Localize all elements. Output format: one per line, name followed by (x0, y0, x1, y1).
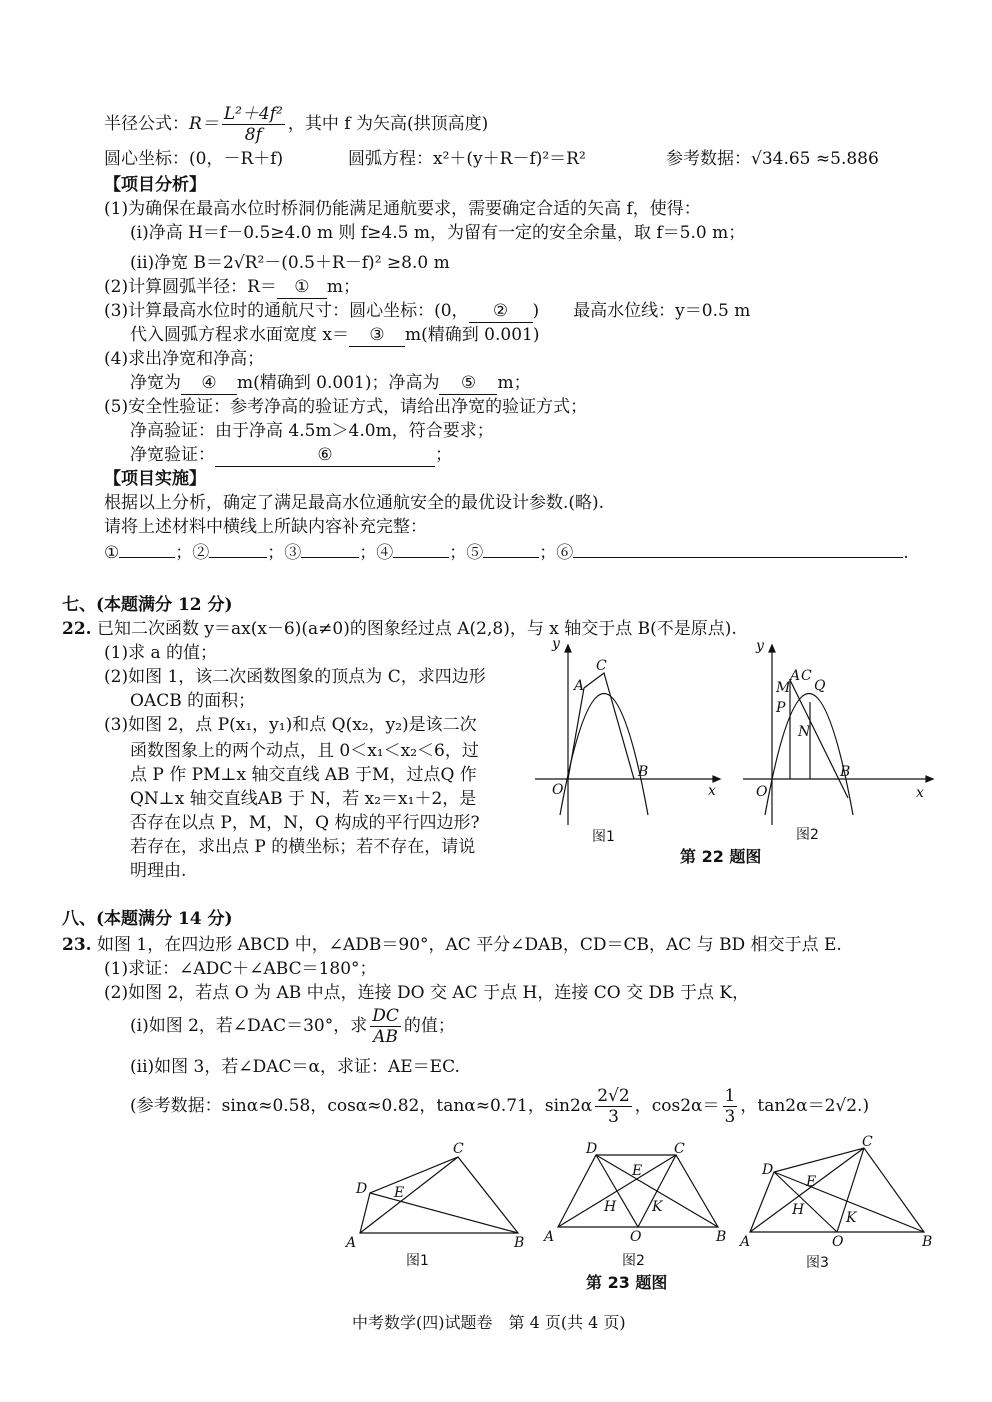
q22-part3e: 否存在以点 P，M，N，Q 构成的平行四边形? (130, 813, 480, 833)
q23-part2: (2)如图 2，若点 O 为 AB 中点，连接 DO 交 AC 于点 H，连接 CO 交 DB 于点 K， (104, 983, 750, 1003)
label-O: O (832, 1234, 844, 1250)
diagonal-ac (360, 1157, 458, 1233)
answer-blanks: ① ；② ；③ ；④ ；⑤ ；⑥ . (104, 543, 909, 563)
implementation-heading: 【项目实施】 (104, 469, 206, 489)
label-Q: Q (814, 678, 826, 694)
label-A: A (740, 1234, 751, 1250)
label-D: D (586, 1141, 598, 1157)
label-E: E (632, 1163, 643, 1179)
label-O: O (552, 782, 564, 798)
radius-formula: 半径公式：R＝ $\frac{\text{L²＋4f²}}{8f}$ ，其中 f 为矢高(拱顶高度) (104, 104, 489, 145)
ref-fraction-2: $\frac{1}{3}$ (724, 1086, 736, 1127)
label-E: E (394, 1185, 405, 1201)
arc-equation: 圆弧方程：x²＋(y＋R－f)²＝R² (348, 149, 586, 169)
answer-blank-2[interactable] (209, 557, 267, 558)
q22-part3d: QN⊥x 轴交直线AB 于 N，若 x₂＝x₁＋2，是 (130, 789, 477, 809)
step-3: (3)计算最高水位时的通航尺寸：圆心坐标：(0， ② ) 最高水位线：y＝0.5 m (104, 301, 751, 321)
q22-figure-title: 第 22 题图 (680, 847, 762, 866)
ref-fraction-1: $\frac{2√2}{3}$ (597, 1086, 630, 1127)
answer-blank-4[interactable] (393, 557, 449, 558)
q22-part2b: OACB 的面积； (130, 691, 256, 711)
q23-part2i: (i)如图 2，若∠DAC＝30°，求 $\frac{DC}{AB}$ 的值； (130, 1006, 455, 1047)
q22-stem: 22. 已知二次函数 y＝ax(x－6)(a≠0)的图象经过点 A(2,8)，与 x 轴交于点 B(不是原点). (62, 619, 737, 639)
page-footer: 中考数学(四)试题卷 第 4 页(共 4 页) (352, 1313, 626, 1332)
parabola (560, 694, 648, 816)
q23-reference: (参考数据：sinα≈0.58，cosα≈0.82，tanα≈0.71，sin2α $\frac{2√2}{3}$ ，cos2α＝ $\frac{1}{3}$ ，tan2α＝2√2.) (130, 1086, 870, 1127)
q22-part1: (1)求 a 的值； (104, 643, 218, 663)
analysis-heading: 【项目分析】 (104, 175, 206, 195)
label-A: A (574, 678, 585, 694)
q22-part3g: 明理由. (130, 861, 187, 881)
label-C: C (674, 1141, 685, 1157)
q22-part3f: 若存在，求出点 P 的横坐标；若不存在，请说 (130, 837, 476, 857)
label-B: B (716, 1229, 727, 1245)
segment-co (638, 1155, 676, 1227)
q22-part3a: (3)如图 2，点 P(x₁，y₁)和点 Q(x₂，y₂)是该二次 (104, 715, 477, 735)
center-coord: 圆心坐标：(0，－R＋f) (104, 149, 284, 169)
answer-blank-6[interactable] (573, 557, 903, 558)
step-2: (2)计算圆弧半径：R＝ ① m； (104, 277, 361, 297)
label-B: B (514, 1235, 525, 1250)
dc-ab-fraction: $\frac{DC}{AB}$ (372, 1006, 399, 1047)
label-A: A (544, 1229, 555, 1245)
label-M: M (776, 680, 791, 696)
q22-figure-2 (738, 640, 938, 830)
blank-2[interactable]: ② (469, 300, 533, 323)
step-1-i: (i)净高 H＝f－0.5≥4.0 m 则 f≥4.5 m，为留有一定的安全余量，取 f＝5.0 m； (130, 223, 746, 243)
y-axis-arrow (769, 645, 775, 652)
label-A: A (790, 668, 801, 684)
q22-figure-1 (530, 640, 730, 830)
q23-fig3-caption: 图3 (806, 1255, 829, 1271)
label-P: P (776, 700, 786, 716)
label-H: H (792, 1202, 805, 1218)
label-H: H (604, 1199, 617, 1215)
label-C: C (453, 1141, 464, 1157)
label-O: O (630, 1229, 642, 1245)
answer-blank-3[interactable] (301, 557, 359, 558)
q22-part3b: 函数图象上的两个动点，且 0＜x₁＜x₂＜6，过 (130, 741, 479, 761)
y-axis-arrow (565, 645, 571, 652)
q23-figure-title: 第 23 题图 (586, 1273, 668, 1292)
radius-fraction: $\frac{\text{L²＋4f²}}{8f}$ (223, 104, 283, 145)
answer-blank-5[interactable] (483, 557, 539, 558)
label-C: C (596, 658, 607, 674)
q23-fig2-caption: 图2 (622, 1253, 645, 1269)
q23-part2ii: (ii)如图 3，若∠DAC＝α，求证：AE＝EC. (130, 1057, 460, 1077)
label-x: x (916, 785, 924, 801)
q22-part2a: (2)如图 1，该二次函数图象的顶点为 C，求四边形 (104, 667, 486, 687)
quad-abcd (750, 1148, 924, 1232)
blank-1[interactable]: ① (277, 276, 327, 299)
step-5b: 净宽验证： ⑥ ； (130, 445, 452, 465)
label-B: B (840, 764, 851, 780)
label-D: D (762, 1162, 774, 1178)
step-4: (4)求出净宽和净高； (104, 349, 265, 369)
step-4b: 净宽为 ④ m(精确到 0.001)；净高为 ⑤ m； (130, 373, 531, 393)
q22-fig1-caption: 图1 (592, 829, 615, 845)
label-y: y (756, 640, 764, 654)
reference-data: 参考数据：√34.65 ≈5.886 (666, 149, 879, 169)
label-B: B (922, 1234, 933, 1250)
step-5: (5)安全性验证：参考净高的验证方式，请给出净宽的验证方式； (104, 397, 588, 417)
x-axis-arrow (926, 776, 933, 782)
fill-instruction: 请将上述材料中横线上所缺内容补充完整： (104, 517, 427, 537)
step-1-ii: (ii)净宽 B＝2√R²－(0.5＋R－f)² ≥8.0 m (130, 253, 450, 273)
label-O: O (756, 784, 768, 800)
label-y: y (552, 640, 560, 652)
q23-stem: 23. 如图 1，在四边形 ABCD 中，∠ADB＝90°，AC 平分∠DAB，CD＝CB，AC 与 BD 相交于点 E. (62, 935, 842, 955)
step-1: (1)为确保在最高水位时桥洞仍能满足通航要求，需要确定合适的矢高 f，使得： (104, 199, 701, 219)
label-C: C (862, 1134, 873, 1150)
answer-blank-1[interactable] (119, 557, 175, 558)
q23-fig1-caption: 图1 (406, 1253, 429, 1269)
q22-section: 七、(本题满分 12 分) (62, 595, 233, 615)
label-B: B (638, 764, 649, 780)
label-C: C (801, 668, 812, 684)
label-E: E (806, 1174, 817, 1190)
q23-section: 八、(本题满分 14 分) (62, 909, 233, 929)
q23-figure-2 (538, 1135, 738, 1250)
blank-3[interactable]: ③ (349, 324, 405, 347)
q23-part1: (1)求证：∠ADC＋∠ABC＝180°； (104, 959, 377, 979)
label-N: N (798, 724, 811, 740)
label-K: K (652, 1199, 663, 1215)
q23-figure-1 (340, 1135, 540, 1250)
q23-figure-3 (738, 1132, 938, 1250)
label-K: K (846, 1210, 857, 1226)
q22-part3c: 点 P 作 PM⊥x 轴交直线 AB 于M，过点Q 作 (130, 765, 477, 785)
blank-4[interactable]: ④ (181, 372, 237, 395)
step-5a: 净高验证：由于净高 4.5m＞4.0m，符合要求； (130, 421, 494, 441)
label-x: x (708, 783, 716, 799)
label-D: D (356, 1181, 368, 1197)
step-3b: 代入圆弧方程求水面宽度 x＝ ③ m(精确到 0.001) (130, 325, 540, 345)
x-axis-arrow (713, 776, 720, 782)
blank-6[interactable]: ⑥ (215, 444, 435, 467)
q22-fig2-caption: 图2 (796, 827, 819, 843)
blank-5[interactable]: ⑤ (439, 372, 497, 395)
label-A: A (346, 1235, 357, 1250)
quad-abcd (360, 1157, 518, 1233)
implementation-text: 根据以上分析，确定了满足最高水位通航安全的最优设计参数.(略). (104, 493, 605, 513)
diagonal-bd (370, 1193, 518, 1233)
